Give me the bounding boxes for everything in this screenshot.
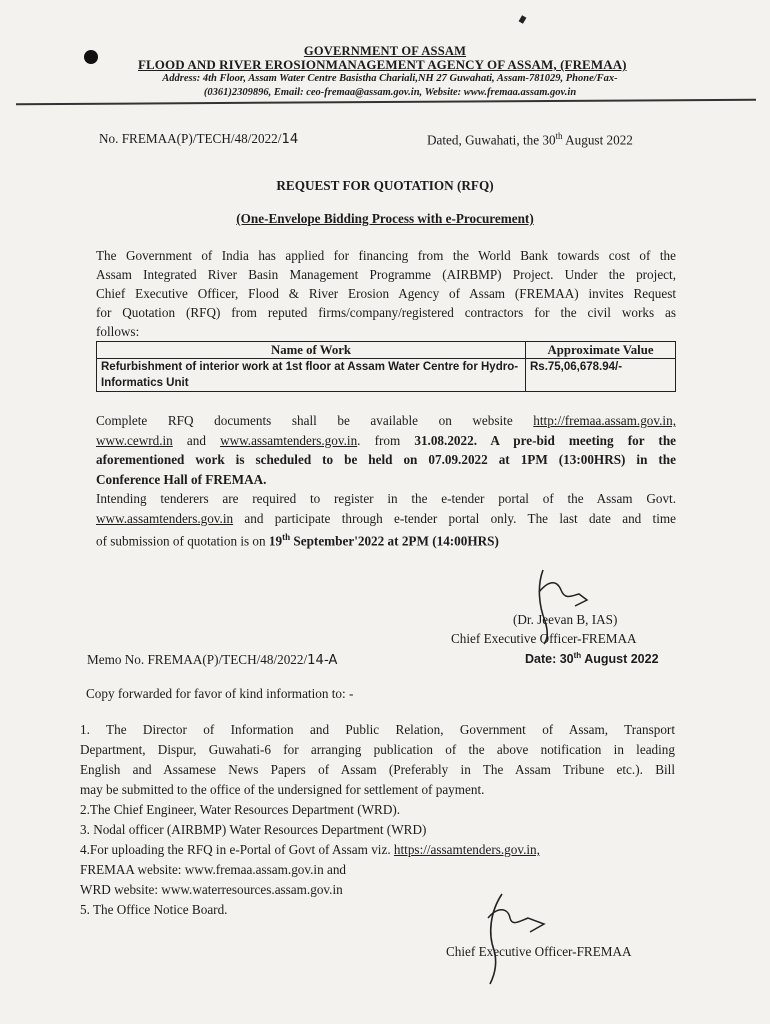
- copy-forwarded: Copy forwarded for favor of kind information to: -: [86, 686, 354, 701]
- intro-line: Assam Integrated River Basin Management Programme (AIRBMP) Project. Under the project,: [96, 267, 676, 282]
- header-approximate-value: Approximate Value: [526, 342, 676, 359]
- signatory-1-name: (Dr. Jeevan B, IAS): [513, 612, 618, 627]
- recipient-5: 5. The Office Notice Board.: [80, 902, 228, 917]
- reference-date-rest: August 2022: [562, 132, 633, 148]
- availability-text: and participate through e-tender portal only. The last date and time: [233, 510, 676, 526]
- recipients-list: [80, 720, 675, 920]
- work-table-header: [97, 342, 676, 359]
- availability-bold: 31.08.2022. A pre-bid meeting for the: [414, 432, 677, 448]
- link-assamtenders-2[interactable]: www.assamtenders.gov.in: [96, 510, 234, 526]
- reference-date-text: Dated, Guwahati, the 30: [427, 132, 556, 148]
- reference-number: [99, 131, 298, 147]
- reference-date-sup: th: [555, 131, 563, 141]
- signatory-1-date-text: Date: 30: [525, 652, 574, 667]
- availability-text: Complete RFQ documents shall be available on website: [96, 413, 534, 428]
- address-line-1: Address: 4th Floor, Assam Water Centre Basistha Chariali,NH 27 Guwahati, Assam-781029, Phone/Fax-: [162, 73, 618, 84]
- recipient-3: 3. Nodal officer (AIRBMP) Water Resources Department (WRD): [80, 822, 427, 837]
- availability-line: [96, 528, 676, 551]
- document-title: REQUEST FOR QUOTATION (RFQ): [276, 178, 494, 193]
- intro-line: follows:: [96, 324, 140, 339]
- availability-line: Conference Hall of FREMAA.: [96, 471, 267, 487]
- signature-2: [472, 888, 562, 988]
- document-subtitle: (One-Envelope Bidding Process with e-Procurement): [236, 211, 534, 226]
- memo-number-text: Memo No. FREMAA(P)/TECH/48/2022/: [87, 652, 308, 667]
- recipient-4-text: 4.For uploading the RFQ in e-Portal of Govt of Assam viz.: [80, 842, 394, 857]
- availability-line: aforementioned work is scheduled to be held on 07.09.2022 at 1PM (13:00HRS) in the: [96, 452, 676, 467]
- reference-date: [427, 131, 633, 148]
- cell-work-value: Rs.75,06,678.94/-: [526, 359, 676, 392]
- recipient-4: [80, 840, 675, 860]
- intro-line: Chief Executive Officer, Flood & River Erosion Agency of Assam (FREMAA) invites Request: [96, 286, 676, 301]
- availability-text: of submission of quotation is on: [96, 533, 269, 549]
- reference-number-text: No. FREMAA(P)/TECH/48/2022/: [99, 131, 282, 146]
- letterhead-agency: FLOOD AND RIVER EROSIONMANAGEMENT AGENCY OF ASSAM, (FREMAA): [138, 57, 627, 72]
- deadline-sup: th: [282, 532, 291, 542]
- availability-line: [96, 411, 676, 431]
- cell-work-name: Refurbishment of interior work at 1st floor at Assam Water Centre for Hydro- Informatics Unit: [97, 359, 526, 392]
- availability-text: and: [172, 432, 221, 448]
- link-fremaa[interactable]: http://fremaa.assam.gov.in,: [533, 413, 676, 428]
- recipient-1-line: Department, Dispur, Guwahati-6 for arranging publication of the above notification in leading: [80, 742, 675, 757]
- work-table: [96, 341, 676, 392]
- signatory-1-date-rest: August 2022: [581, 652, 659, 667]
- header-name-of-work: Name of Work: [97, 342, 526, 359]
- table-row: [97, 359, 676, 392]
- link-assamtenders[interactable]: www.assamtenders.gov.in: [220, 432, 358, 448]
- ink-speck: [519, 15, 527, 24]
- availability-text: . from: [357, 432, 415, 448]
- reference-number-handwritten: 14: [281, 132, 299, 147]
- letterhead-address: [120, 72, 660, 100]
- signatory-1-date: [525, 651, 659, 666]
- deadline-rest: September'2022 at 2PM (14:00HRS): [290, 533, 499, 549]
- recipient-2: 2.The Chief Engineer, Water Resources Department (WRD).: [80, 802, 401, 817]
- address-line-2: (0361)2309896, Email: ceo-fremaa@assam.gov.in, Website: www.fremaa.assam.gov.in: [203, 87, 577, 98]
- recipient-1-line: English and Assamese News Papers of Assam (Preferably in The Assam Tribune etc.). Bill: [80, 762, 675, 777]
- availability-line: [96, 431, 676, 451]
- link-assamtenders-3[interactable]: https://assamtenders.gov.in,: [393, 842, 540, 857]
- recipient-1-line: 1. The Director of Information and Public Relation, Government of Assam, Transport: [80, 722, 675, 737]
- signatory-1-designation: Chief Executive Officer-FREMAA: [451, 631, 637, 646]
- intro-line: for Quotation (RFQ) from reputed firms/company/registered contractors for the civil works as: [96, 305, 676, 320]
- availability-line: Intending tenderers are required to register in the e-tender portal of the Assam Govt.: [96, 491, 676, 506]
- intro-line: The Government of India has applied for financing from the World Bank towards cost of the: [96, 248, 676, 263]
- availability-paragraph: [96, 411, 676, 551]
- memo-number-handwritten: 14-A: [307, 653, 338, 668]
- link-cewrd[interactable]: www.cewrd.in: [96, 432, 173, 448]
- recipient-4-wrd: WRD website: www.waterresources.assam.gov.in: [80, 882, 343, 897]
- letterhead-government: GOVERNMENT OF ASSAM: [303, 44, 467, 58]
- signatory-1-date-sup: th: [573, 651, 582, 660]
- recipient-1-line: may be submitted to the office of the undersigned for settlement of payment.: [80, 782, 485, 797]
- availability-line: [96, 509, 676, 529]
- recipient-4-fremaa: FREMAA website: www.fremaa.assam.gov.in and: [80, 862, 347, 877]
- intro-paragraph: [96, 246, 676, 341]
- signatory-2-designation: Chief Executive Officer-FREMAA: [446, 944, 632, 959]
- memo-number: [87, 652, 337, 668]
- deadline-day: 19: [268, 533, 283, 549]
